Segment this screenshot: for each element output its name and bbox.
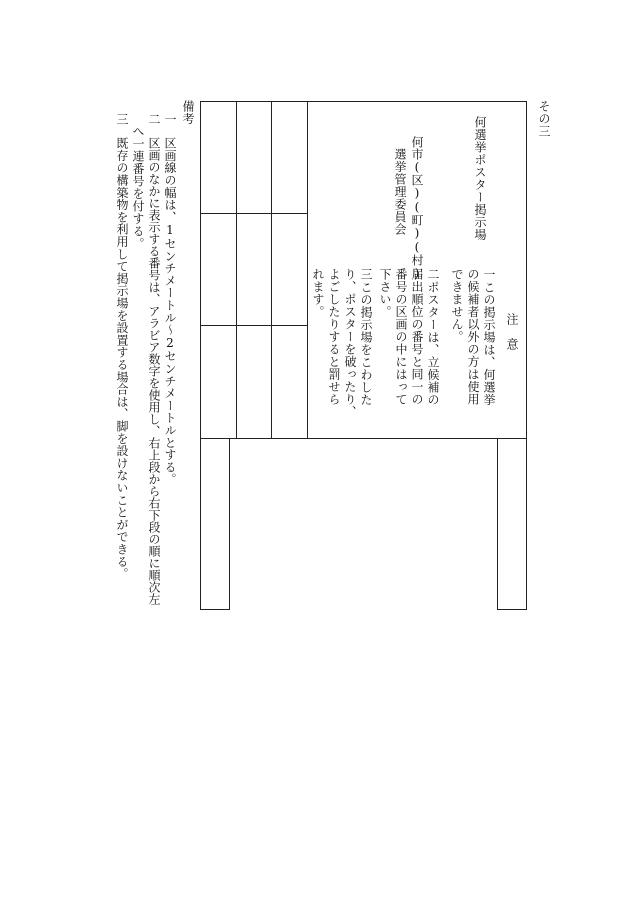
board-divider [236, 101, 237, 439]
remark-number: 一 [163, 113, 177, 126]
notice-line: ポスターは、立候補の [426, 281, 440, 406]
remark-line: 区画線の幅は、1センチメートル〜2センチメートルとする。 [163, 137, 177, 486]
notice-number: 三 [359, 268, 373, 281]
remark-line: 既存の構築物を利用して掲示場を設置する場合は、脚を設けないことができる。 [115, 137, 129, 580]
remark-number: 三 [115, 113, 129, 126]
notice-line: れます。 [311, 268, 325, 318]
grid-row-divider [200, 213, 307, 214]
board-leg-right [497, 438, 527, 610]
remark-line: 区画のなかに表示する番号は、アラビア数字を使用し、右上段から右下段の順に順次左 [147, 137, 161, 605]
notice-number: 二 [426, 268, 440, 281]
notice-heading: 注 意 [505, 313, 519, 351]
board-divider [271, 101, 272, 439]
notice-line: よごしたりすると罰せら [327, 268, 341, 406]
page-label: その三 [537, 100, 551, 138]
remark-line: へ一連番号を付する。 [131, 125, 145, 250]
board-leg-left [200, 438, 230, 610]
notice-line: この掲示場は、何選挙 [482, 281, 496, 406]
notice-line: 下さい。 [378, 268, 392, 318]
authority-line1: 何市(区)(町)(村) [410, 136, 424, 280]
notice-line: 届出順位の番号と同一の [410, 268, 424, 406]
board-divider [307, 101, 308, 439]
grid-row-divider [200, 325, 307, 326]
notice-line: 番号の区画の中にはって [394, 268, 408, 406]
notice-line: り、ポスターを破ったり、 [343, 268, 357, 418]
authority-line2: 選挙管理委員会 [393, 148, 407, 236]
notice-line: できません。 [450, 268, 464, 343]
notice-number: 一 [482, 268, 496, 281]
notice-line: の候補者以外の方は使用 [466, 268, 480, 406]
remarks-heading: 備考 [181, 100, 195, 125]
board-title: 何選挙ポスター掲示場 [473, 116, 487, 241]
remark-number: 二 [147, 113, 161, 126]
notice-line: この掲示場をこわした [359, 281, 373, 406]
